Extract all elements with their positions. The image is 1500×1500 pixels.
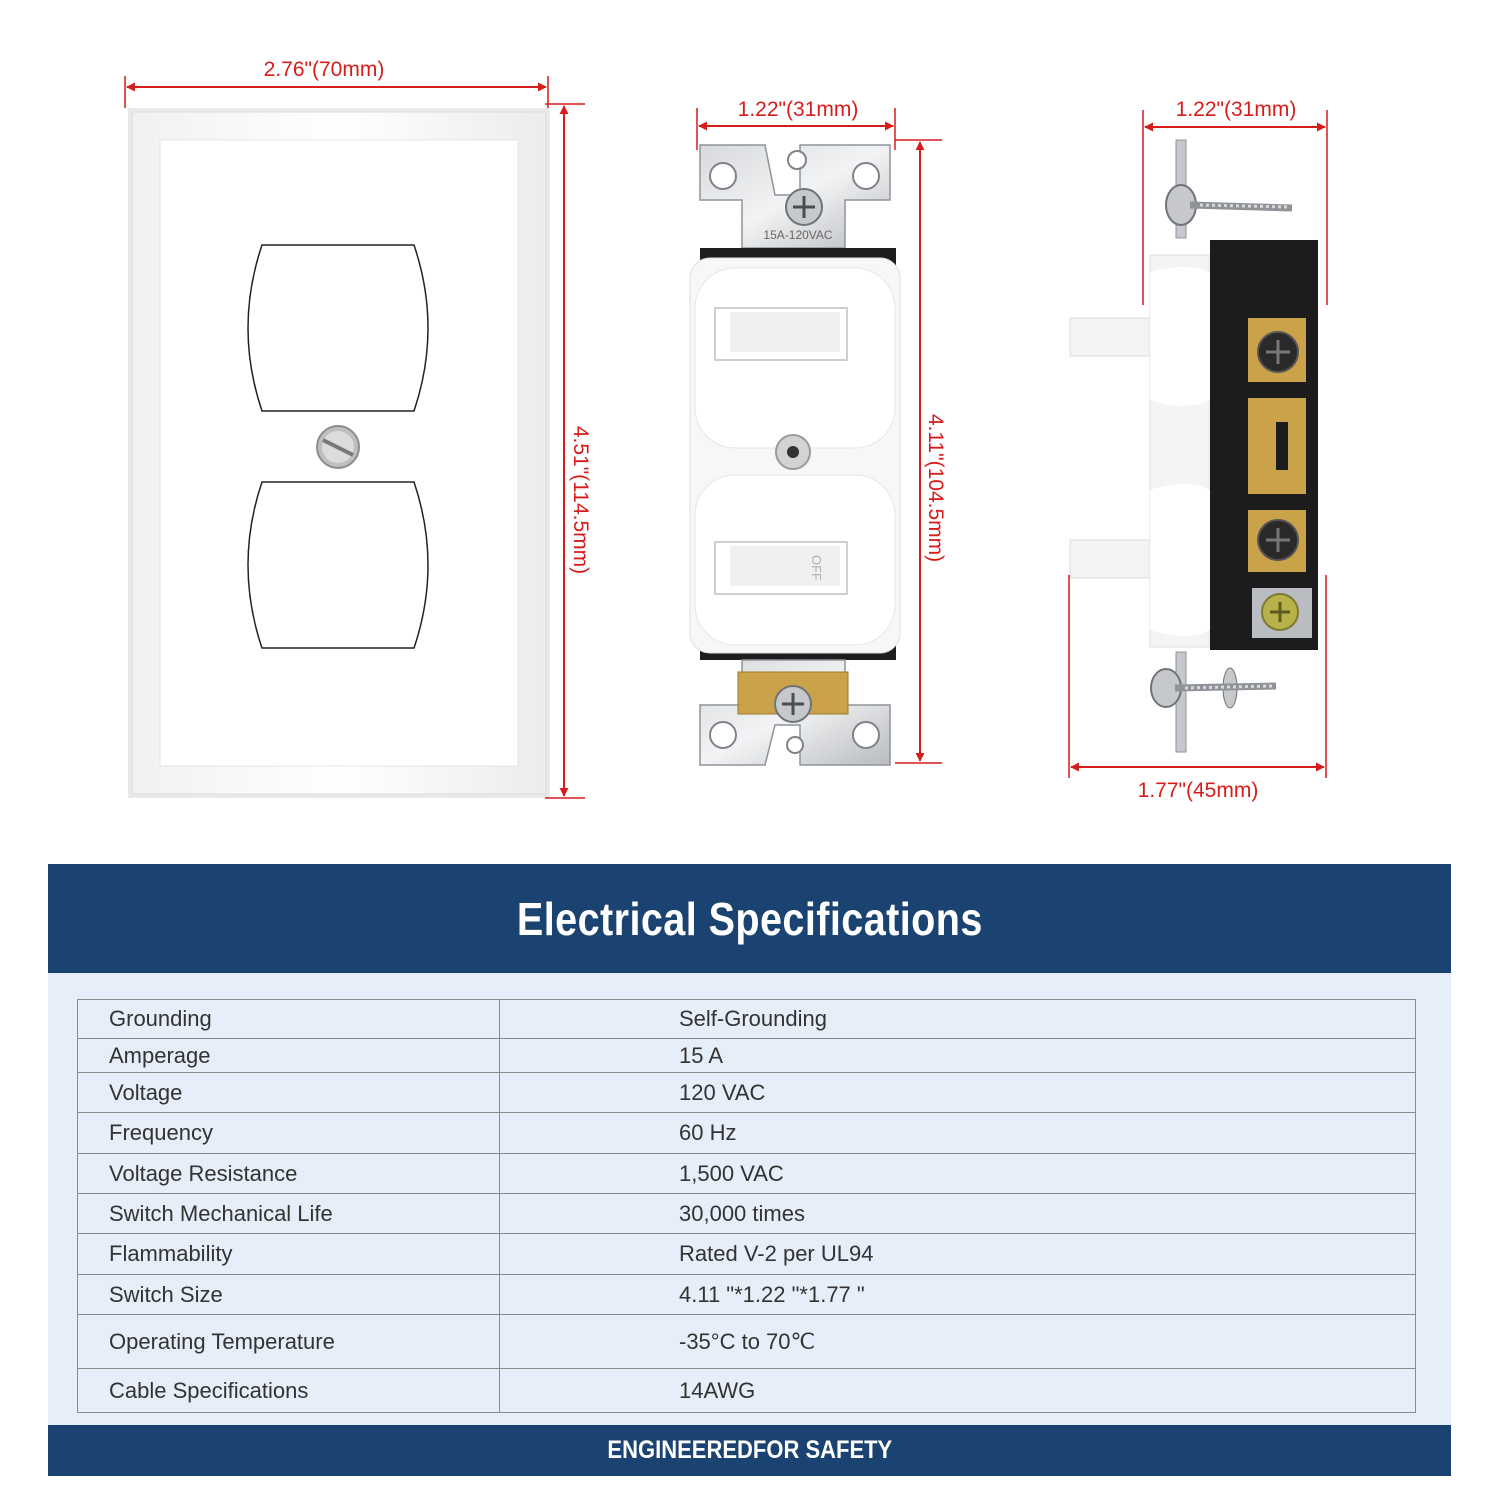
center-mount-hole-icon xyxy=(776,435,810,469)
spec-label: Switch Size xyxy=(78,1275,500,1315)
spec-label: Frequency xyxy=(78,1113,500,1154)
side-terminal-screw-bottom-icon xyxy=(1258,520,1298,560)
spec-label: Amperage xyxy=(78,1039,500,1073)
spec-label: Voltage Resistance xyxy=(78,1154,500,1194)
table-row xyxy=(78,1369,1416,1413)
mounting-screw-icon xyxy=(1166,140,1292,238)
switch-width-dimension xyxy=(697,98,895,150)
spec-label: Operating Temperature xyxy=(78,1315,500,1369)
spec-value: 60 Hz xyxy=(500,1113,1416,1154)
mounting-screw-bottom-icon xyxy=(1151,652,1276,752)
table-row xyxy=(78,1275,1416,1315)
spec-label: Voltage xyxy=(78,1073,500,1113)
green-ground-screw-icon xyxy=(1252,588,1312,638)
device-rating-marking: 15A-120VAC xyxy=(763,228,833,242)
table-row xyxy=(78,1113,1416,1154)
spec-value: 1,500 VAC xyxy=(500,1154,1416,1194)
spec-label: Flammability xyxy=(78,1234,500,1275)
toggle-off-marking: OFF xyxy=(809,555,824,581)
spec-value: Rated V-2 per UL94 xyxy=(500,1234,1416,1275)
switch-height-label: 4.11"(104.5mm) xyxy=(924,413,947,563)
spec-value: 15 A xyxy=(500,1039,1416,1073)
specs-title: Electrical Specifications xyxy=(516,892,983,945)
table-row xyxy=(78,1000,1416,1039)
side-terminal-screw-top-icon xyxy=(1258,332,1298,372)
footer-bar xyxy=(48,1425,1451,1476)
table-row xyxy=(78,1234,1416,1275)
outlet-opening-bottom xyxy=(248,482,428,648)
double-switch-front-view xyxy=(690,145,900,765)
table-row xyxy=(78,1073,1416,1113)
toggle-lever-bottom xyxy=(715,542,847,594)
plate-screw-icon xyxy=(317,426,359,468)
side-width-label: 1.22"(31mm) xyxy=(1175,98,1297,121)
table-row xyxy=(78,1039,1416,1073)
spec-table xyxy=(77,999,1416,1413)
switch-height-dimension xyxy=(895,140,947,763)
switch-side-view xyxy=(1070,140,1318,752)
plate-width-label: 2.76"(70mm) xyxy=(263,58,385,81)
plate-width-dimension xyxy=(125,58,548,108)
duplex-wall-plate xyxy=(128,108,550,798)
plate-height-label: 4.51"(114.5mm) xyxy=(569,425,592,575)
spec-label: Switch Mechanical Life xyxy=(78,1194,500,1234)
switch-width-label: 1.22"(31mm) xyxy=(737,98,859,121)
terminal-screw-icon xyxy=(775,686,811,722)
plate-height-dimension xyxy=(545,104,592,798)
specs-header-bar xyxy=(48,864,1451,973)
spec-value: Self-Grounding xyxy=(500,1000,1416,1039)
toggle-lever-top xyxy=(715,308,847,360)
spec-value: 14AWG xyxy=(500,1369,1416,1413)
footer-tagline: ENGINEEREDFOR SAFETY xyxy=(607,1436,892,1464)
spec-value: 30,000 times xyxy=(500,1194,1416,1234)
ground-screw-icon xyxy=(786,189,822,225)
outlet-opening-top xyxy=(248,245,428,411)
spec-label: Cable Specifications xyxy=(78,1369,500,1413)
table-row xyxy=(78,1315,1416,1369)
spec-value: 4.11 "*1.22 "*1.77 " xyxy=(500,1275,1416,1315)
spec-value: 120 VAC xyxy=(500,1073,1416,1113)
spec-value: -35°C to 70℃ xyxy=(500,1315,1416,1369)
spec-label: Grounding xyxy=(78,1000,500,1039)
table-row xyxy=(78,1154,1416,1194)
table-row xyxy=(78,1194,1416,1234)
side-depth-label: 1.77"(45mm) xyxy=(1137,779,1259,802)
